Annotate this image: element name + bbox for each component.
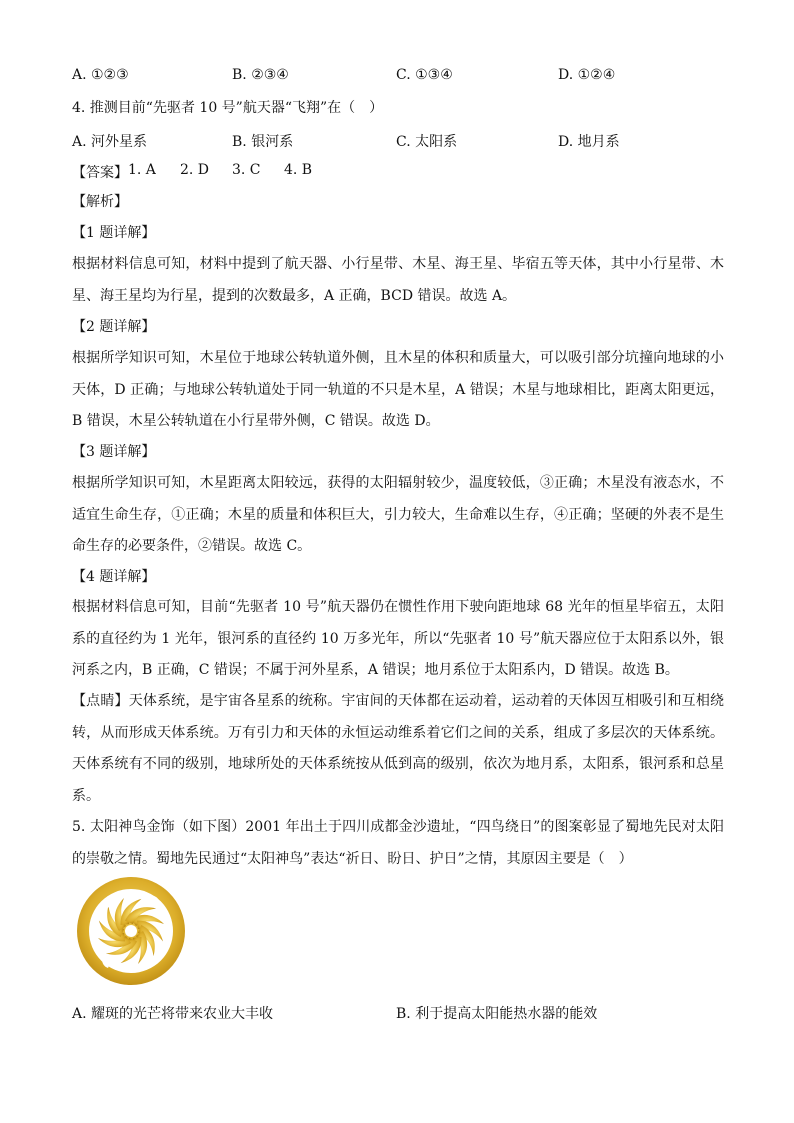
- analysis-label: 【解析】: [72, 194, 128, 210]
- sunbird-figure: [76, 876, 186, 986]
- q5-options: [72, 1003, 732, 1021]
- answer-item-2: 2. D: [180, 162, 210, 178]
- answer-item-1: 1. A: [128, 162, 156, 178]
- answer-row: [72, 162, 732, 180]
- section-3-heading: 【3 题详解】: [72, 444, 156, 460]
- q4-option-d: D. 地月系: [558, 134, 620, 150]
- answer-label: 【答案】: [72, 165, 128, 181]
- q4-stem: 4. 推测目前“先驱者 10 号”航天器“飞翔”在（ ）: [72, 100, 384, 116]
- section-1-text: 根据材料信息可知，材料中提到了航天器、小行星带、木星、海王星、毕宿五等天体，其中小行星带、木星、海王星均为行星，提到的次数最多，A 正确，BCD 错误。故选 A。: [72, 256, 724, 304]
- q5-option-b: B. 利于提高太阳能热水器的能效: [396, 1006, 598, 1022]
- note-text: 天体系统，是宇宙各星系的统称。宇宙间的天体都在运动着，运动着的天体因互相吸引和互相绕转，从而形成天体系统。万有引力和天体的永恒运动维系着它们之间的关系，组成了多层次的天体系统。天体系统有不同的级别，地球所处的天体系统按从低到高的级别，依次为地月系，太阳系，银河系和总星系。: [72, 693, 725, 804]
- section-2-heading: 【2 题详解】: [72, 319, 156, 335]
- q4-options: [72, 131, 732, 149]
- note-paragraph: [72, 686, 724, 812]
- answer-item-4: 4. B: [284, 162, 313, 178]
- golden-sunbird-image: [76, 876, 186, 986]
- answer-item-3: 3. C: [232, 162, 261, 178]
- note-label: 【点睛】: [72, 693, 129, 709]
- section-1-heading: 【1 题详解】: [72, 225, 156, 241]
- q3-options: [72, 67, 732, 85]
- q5-option-a: A. 耀斑的光芒将带来农业大丰收: [72, 1006, 274, 1022]
- q3-option-d: D. ①②④: [558, 67, 616, 83]
- section-2-text: 根据所学知识可知，木星位于地球公转轨道外侧，且木星的体积和质量大，可以吸引部分坑撞向地球的小天体，D 正确；与地球公转轨道处于同一轨道的不只是木星，A 错误；木星与地球相比，距离太阳更远，B 错误，木星公转轨道在小行星带外侧，C 错误。故选 D。: [72, 350, 724, 429]
- q3-option-a: A. ①②③: [72, 67, 129, 83]
- q4-option-b: B. 银河系: [232, 134, 294, 150]
- q3-option-b: B. ②③④: [232, 67, 289, 83]
- q5-stem: 5. 太阳神鸟金饰（如下图）2001 年出土于四川成都金沙遗址，“四鸟绕日”的图案彰显了蜀地先民对太阳的崇敬之情。蜀地先民通过“太阳神鸟”表达“祈日、盼日、护日”之情，其原因主要是（ ）: [72, 819, 724, 867]
- q4-option-a: A. 河外星系: [72, 134, 148, 150]
- q3-option-c: C. ①③④: [396, 67, 453, 83]
- section-4-text: 根据材料信息可知，目前“先驱者 10 号”航天器仍在惯性作用下驶向距地球 68 光年的恒星毕宿五，太阳系的直径约为 1 光年，银河系的直径约 10 万多光年，所以“先驱者 10 号”航天器应位于太阳系以外，银河系之内，B 正确，C 错误；不属于河外星系，A 错误；地月系位于太阳系内，D 错误。故选 B。: [72, 599, 724, 678]
- section-4-heading: 【4 题详解】: [72, 569, 156, 585]
- section-3-text: 根据所学知识可知，木星距离太阳较远，获得的太阳辐射较少，温度较低，③正确；木星没有液态水，不适宜生命生存，①正确；木星的质量和体积巨大，引力较大，生命难以生存，④正确；坚硬的外表不是生命生存的必要条件，②错误。故选 C。: [72, 475, 724, 554]
- q4-option-c: C. 太阳系: [396, 134, 458, 150]
